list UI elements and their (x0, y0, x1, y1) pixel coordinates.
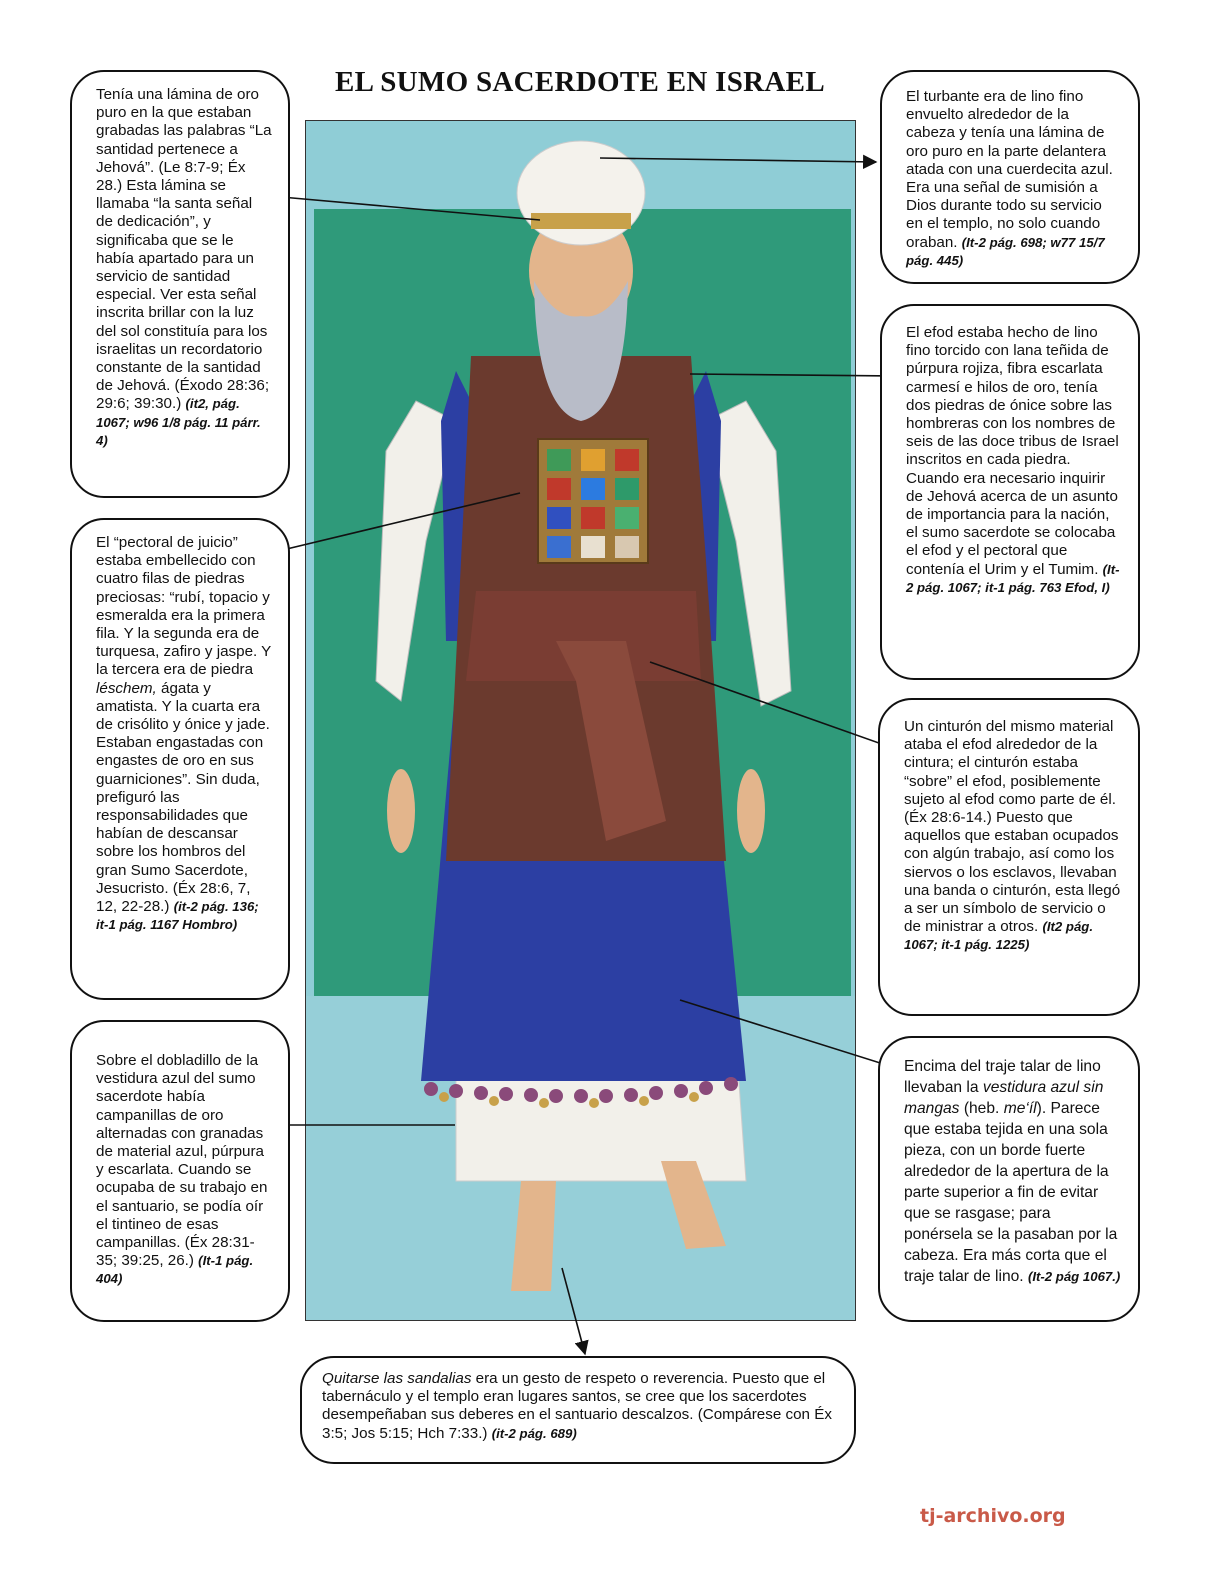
callout-gold-plate-text: Tenía una lámina de oro puro en la que estaban grabadas las palabras “La santidad pertenece a Jehová”. (Le 8:7-9; Éx 28.) Esta lámina se llamaba “la santa señal de dedicación”, y significaba que se le había apartado para un servicio de santidad especial. Ver esta señal inscrita brillar con la luz del sol constituía para los israelitas un recordatorio constante de la santidad de Jehová. (Éxodo 28:36; 29:6; 39:30.) (96, 86, 272, 413)
callout-sash-text: Un cinturón del mismo material ataba el efod alrededor de la cintura; el cinturón estaba “sobre” el efod, posiblemente sujeto al efod como parte de él. (Éx 28:6-14.) Puesto que aquellos que estaban ocupados con algún trabajo, así como los siervos o los esclavos, llevaban una banda o cinturón, esta llegó a ser un símbolo de servicio o de ministrar a otros. (904, 718, 1121, 936)
callout-bells-ref: (It-1 pág. 404) (96, 1253, 254, 1287)
callout-breastpiece-ref: (it-2 pág. 136; it-1 pág. 1167 Hombro) (96, 899, 259, 933)
callout-turban-text: El turbante era de lino fino envuelto alrededor de la cabeza y tenía una lámina de oro puro en la parte delantera atada con una cuerdecita azul. Era una señal de sumisión a Dios durante todo su servicio en el templo, no solo cuando oraban. (906, 88, 1113, 251)
callout-bells (70, 1020, 290, 1322)
callout-sandals-ref: (it-2 pág. 689) (491, 1425, 577, 1441)
callout-ephod (880, 304, 1140, 680)
callout-sandals-text: era un gesto de respeto o reverencia. Puesto que el tabernáculo y el templo eran lugares santos, se cree que los sacerdotes desempeñaban sus deberes en el santuario descalzos. (Compárese con Éx 3:5; Jos 5:15; Hch 7:33.) (322, 1370, 832, 1442)
high-priest-illustration (305, 120, 856, 1321)
callout-blue-robe-text-3: ). Parece que estaba tejida en una sola pieza, con un borde fuerte alrededor de la apertura de la parte superior a fin de evitar que se rasgase; para ponérsela se la pasaban por la cabeza. Era más corta que el traje talar de lino. (904, 1100, 1118, 1285)
site-watermark: tj-archivo.org (920, 1505, 1066, 1527)
callout-breastpiece-italic: léschem, (96, 679, 157, 697)
callout-gold-plate (70, 70, 290, 498)
callout-blue-robe-italic-1: vestidura azul sin mangas (904, 1079, 1104, 1117)
callout-breastpiece (70, 518, 290, 1000)
callout-blue-robe-text-1: Encima del traje talar de lino llevaban la (904, 1058, 1101, 1096)
callout-turban (880, 70, 1140, 284)
page-title: EL SUMO SACERDOTE EN ISRAEL (335, 66, 825, 98)
callout-bells-text: Sobre el dobladillo de la vestidura azul del sumo sacerdote había campanillas de oro alternadas con granadas de material azul, púrpura y escarlata. Cuando se ocupaba de su trabajo en el santuario, se podía oír el tintineo de esas campanillas. (Éx 28:31-35; 39:25, 26.) (96, 1052, 268, 1270)
callout-sandals-italic: Quitarse las sandalias (322, 1370, 472, 1387)
callout-gold-plate-ref: (it2, pág. 1067; w96 1/8 pág. 11 párr. 4) (96, 396, 261, 448)
callout-breastpiece-text-1: El “pectoral de juicio” estaba embellecido con cuatro filas de piedras preciosas: “rubí, topacio y esmeralda era la primera fila. Y la segunda era de turquesa, zafiro y jaspe. Y la tercera era de piedra (96, 534, 272, 679)
callout-blue-robe-ref: (It-2 pág 1067.) (1027, 1269, 1121, 1284)
callout-sash-ref: (It2 pág. 1067; it-1 pág. 1225) (904, 919, 1093, 953)
callout-sash (878, 698, 1140, 1016)
callout-sandals (300, 1356, 856, 1464)
callout-turban-ref: (It-2 pág. 698; w77 15/7 pág. 445) (906, 234, 1105, 268)
callout-breastpiece-text-2: ágata y amatista. Y la cuarta era de crisólito y ónice y jade. Estaban engastadas con engastes de oro en sus guarniciones”. Sin duda, prefiguró las responsabilidades que habían de descansar sobre los hombros del gran Sumo Sacerdote, Jesucristo. (Éx 28:6, 7, 12, 22-28.) (96, 679, 270, 916)
callout-blue-robe-text-2: (heb. (959, 1100, 1004, 1117)
callout-blue-robe (878, 1036, 1140, 1322)
callout-ephod-ref: (It-2 pág. 1067; it-1 pág. 763 Efod, I) (906, 561, 1120, 595)
callout-ephod-text: El efod estaba hecho de lino fino torcido con lana teñida de púrpura rojiza, fibra escarlata carmesí e hilos de oro, tenía dos piedras de ónice sobre las hombreras con los nombres de seis de las doce tribus de Israel inscritos en cada piedra. Cuando era necesario inquirir de Jehová acerca de un asunto de importancia para la nación, el sumo sacerdote se colocaba el efod y el pectoral que contenía el Urim y el Tumim. (906, 324, 1119, 578)
callout-blue-robe-italic-2: me‘íl (1003, 1100, 1037, 1117)
